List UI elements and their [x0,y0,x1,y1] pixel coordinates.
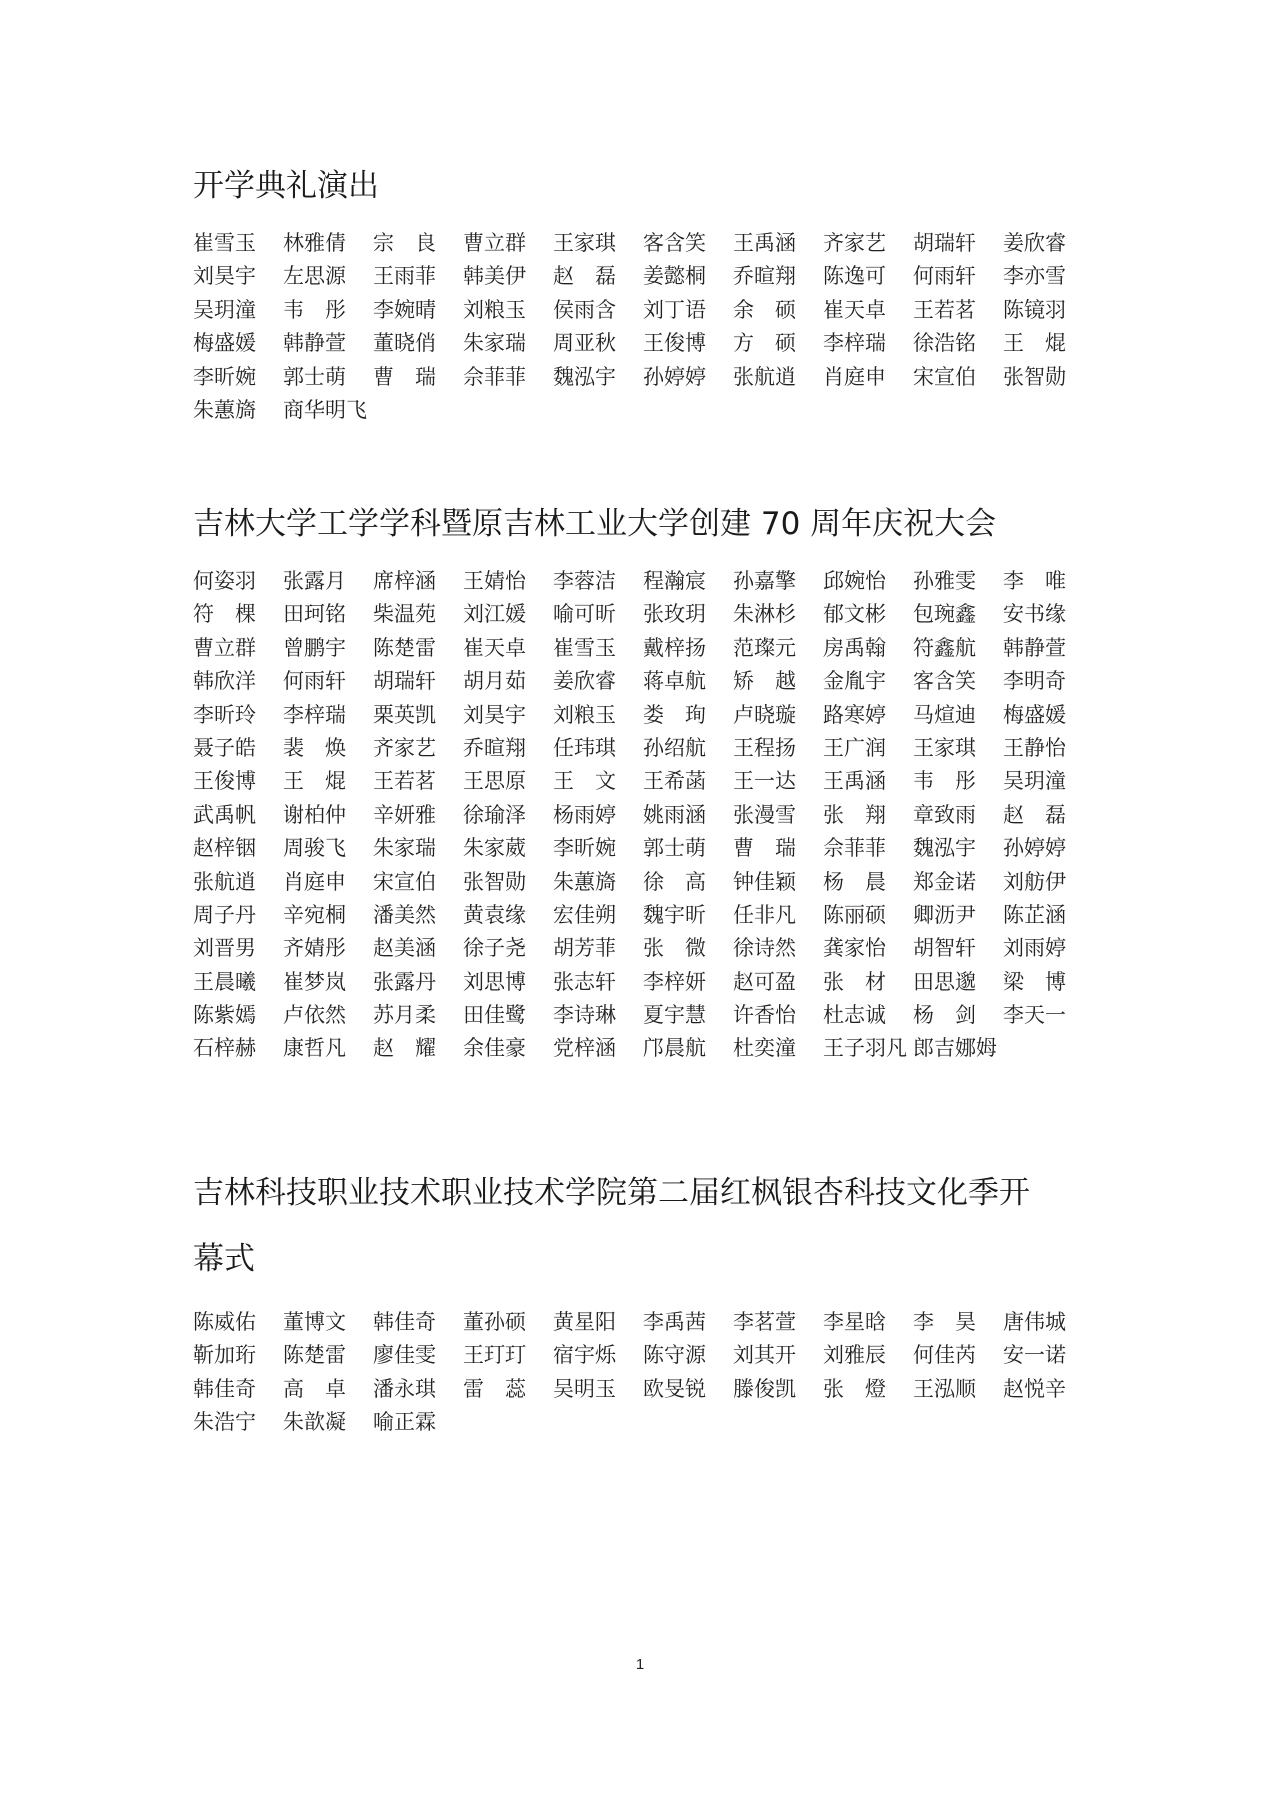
name-item: 潘永琪 [373,1376,436,1401]
name-item: 宋宣伯 [913,364,976,389]
name-item: 崔梦岚 [283,969,346,994]
name-item: 朱蕙旖 [553,869,616,894]
name-item: 董博文 [283,1310,346,1334]
name-item: 李诗琳 [553,1003,616,1028]
name-item: 李 昊 [913,1310,976,1334]
name-item: 李 唯 [1003,569,1066,593]
name-item: 王俊博 [193,769,256,794]
name-item: 张 材 [823,969,886,994]
name-item: 邝晨航 [643,1036,706,1061]
name-item: 章致雨 [913,802,976,827]
name-item: 乔暄翔 [733,264,796,289]
name-item: 陈芷涵 [1003,902,1066,927]
name-item: 余佳豪 [463,1036,526,1061]
name-item: 赵可盈 [733,969,796,994]
name-item: 董晓俏 [373,331,436,356]
name-item: 包琬鑫 [913,602,976,627]
name-item: 黄星阳 [553,1310,616,1334]
name-item: 张 微 [643,936,706,961]
name-item: 杨 剑 [913,1003,976,1028]
name-item: 王婧怡 [463,569,526,593]
name-item: 赵美涵 [373,936,436,961]
name-item: 李昕玲 [193,702,256,727]
name-item: 林雅倩 [283,231,346,255]
name-item: 李昕婉 [553,836,616,861]
name-item: 曾鹏宇 [283,635,346,660]
name-item: 李昕婉 [193,364,256,389]
name-item: 朱家葳 [463,836,526,861]
name-item: 陈楚雷 [373,635,436,660]
name-item: 程瀚宸 [643,569,706,593]
name-item: 胡智轩 [913,936,976,961]
name-item: 姚雨涵 [643,802,706,827]
name-item: 齐家艺 [823,231,886,255]
name-item: 栗英凯 [373,702,436,727]
name-item: 杨 晨 [823,869,886,894]
name-item: 符鑫航 [913,635,976,660]
name-item: 魏宇昕 [643,902,706,927]
name-item: 苏月柔 [373,1003,436,1028]
name-item: 齐家艺 [373,735,436,760]
name-item: 马煊迪 [913,702,976,727]
name-item: 周骏飞 [283,836,346,861]
name-item: 李天一 [1003,1003,1066,1028]
name-item: 陈紫嫣 [193,1003,256,1028]
name-item: 董孙硕 [463,1310,526,1334]
name-item: 廖佳雯 [373,1343,436,1368]
name-item: 韩静萱 [1003,635,1066,660]
name-item: 陈镜羽 [1003,297,1066,322]
name-item: 刘江媛 [463,602,526,627]
name-item: 张智勋 [463,869,526,894]
name-item: 曹立群 [463,231,526,255]
name-item: 王玎玎 [463,1343,526,1368]
name-item: 房禹翰 [823,635,886,660]
name-item: 刘粮玉 [553,702,616,727]
name-item: 赵 耀 [373,1036,436,1061]
name-item: 刘雨婷 [1003,936,1066,961]
name-item: 喻可昕 [553,602,616,627]
name-item: 王思原 [463,769,526,794]
name-item: 佘菲菲 [463,364,526,389]
name-item: 张航逍 [733,364,796,389]
name-item: 王程扬 [733,735,796,760]
name-item: 左思源 [283,264,346,289]
name-item: 王一达 [733,769,796,794]
name-item: 杜志诚 [823,1003,886,1028]
name-item: 张 燈 [823,1376,886,1401]
name-item: 朱淋杉 [733,602,796,627]
name-item: 肖庭申 [283,869,346,894]
name-item: 梅盛媛 [1003,702,1066,727]
name-item: 郭士萌 [283,364,346,389]
name-item: 许香怡 [733,1003,796,1028]
name-item: 蒋卓航 [643,669,706,694]
name-item: 靳加珩 [193,1343,256,1368]
section-title [193,498,1093,543]
name-item: 胡瑞轩 [373,669,436,694]
name-item: 路寒婷 [823,702,886,727]
name-item: 赵悦辛 [1003,1376,1066,1401]
name-item: 裴 焕 [283,735,346,760]
name-item: 陈守源 [643,1343,706,1368]
name-item: 戴梓扬 [643,635,706,660]
name-item: 李婉晴 [373,297,436,322]
name-item: 何佳芮 [913,1343,976,1368]
name-item: 王若茗 [373,769,436,794]
name-item: 刘思博 [463,969,526,994]
name-item: 刘丁语 [643,297,706,322]
name-item: 张漫雪 [733,802,796,827]
name-item: 聂子皓 [193,735,256,760]
name-item: 李梓瑞 [823,331,886,356]
name-item: 吴玥潼 [1003,769,1066,794]
name-item: 齐婧彤 [283,936,346,961]
name-item: 李亦雪 [1003,264,1066,289]
name-item: 杨雨婷 [553,802,616,827]
name-item: 赵 磊 [553,264,616,289]
name-item: 郭士萌 [643,836,706,861]
name-item: 陈威佑 [193,1310,256,1334]
name-item: 王家琪 [553,231,616,255]
name-item: 刘粮玉 [463,297,526,322]
name-item: 孙婷婷 [643,364,706,389]
name-item: 刘昊宇 [463,702,526,727]
name-list [193,1306,1093,1440]
name-item: 高 卓 [283,1376,346,1401]
name-item: 李梓妍 [643,969,706,994]
name-item: 乔暄翔 [463,735,526,760]
name-item: 王禹涵 [823,769,886,794]
name-item: 赵梓铟 [193,836,256,861]
name-item: 朱歆凝 [283,1410,346,1435]
name-item: 郁文彬 [823,602,886,627]
name-item: 赵 磊 [1003,802,1066,827]
name-item: 张 翔 [823,802,886,827]
name-item: 韦 彤 [913,769,976,794]
name-item: 田思邈 [913,969,976,994]
name-item: 夏宇慧 [643,1003,706,1028]
name-item: 张志轩 [553,969,616,994]
name-item: 刘晋男 [193,936,256,961]
name-item: 王泓顺 [913,1376,976,1401]
section-title [193,1160,1093,1292]
name-item: 崔雪玉 [193,231,256,255]
name-item: 王希菡 [643,769,706,794]
name-item: 王 焜 [283,769,346,794]
name-item: 曹 瑞 [733,836,796,861]
name-item: 客含笑 [643,231,706,255]
name-item: 安一诺 [1003,1343,1066,1368]
section-tech-culture-season [193,1160,1093,1440]
name-item: 胡瑞轩 [913,231,976,255]
name-item: 胡月茹 [463,669,526,694]
name-item: 徐浩铭 [913,331,976,356]
name-item: 姜欣睿 [553,669,616,694]
name-item: 朱浩宁 [193,1410,256,1435]
name-item: 王禹涵 [733,231,796,255]
name-item: 雷 蕊 [463,1376,526,1401]
name-item: 辛妍雅 [373,802,436,827]
name-item: 方 硕 [733,331,796,356]
name-item: 龚家怡 [823,936,886,961]
name-item: 陈丽硕 [823,902,886,927]
name-item: 韩佳奇 [373,1310,436,1334]
name-item: 崔天卓 [463,635,526,660]
name-item: 王 文 [553,769,616,794]
name-item: 柴温苑 [373,602,436,627]
name-item: 韩美伊 [463,264,526,289]
name-item: 郎吉娜姆 [913,1036,997,1061]
name-item: 孙嘉擎 [733,569,796,593]
name-item: 武禹帆 [193,802,256,827]
name-item: 王俊博 [643,331,706,356]
name-item: 王子羽凡 [823,1036,907,1061]
name-item: 崔天卓 [823,297,886,322]
section-opening-ceremony [193,160,1093,427]
name-item: 徐诗然 [733,936,796,961]
name-item: 朱蕙旖 [193,397,256,422]
name-item: 朱家瑞 [373,836,436,861]
name-item: 石梓赫 [193,1036,256,1061]
name-item: 刘其开 [733,1343,796,1368]
section-title-continued: 幕式 [193,1241,255,1277]
name-item: 客含笑 [913,669,976,694]
name-item: 曹 瑞 [373,364,436,389]
name-list [193,565,1093,1066]
name-item: 王雨菲 [373,264,436,289]
name-item: 魏泓宇 [913,836,976,861]
name-item: 孙绍航 [643,735,706,760]
name-item: 金胤宇 [823,669,886,694]
name-item: 李禹茜 [643,1310,706,1334]
name-item: 安书缘 [1003,602,1066,627]
name-item: 何姿羽 [193,569,256,593]
name-item: 张露丹 [373,969,436,994]
section-jlu-anniversary [193,498,1093,1066]
name-item: 韦 彤 [283,297,346,322]
name-item: 韩静萱 [283,331,346,356]
name-item: 梁 博 [1003,969,1066,994]
name-item: 康哲凡 [283,1036,346,1061]
name-item: 徐 高 [643,869,706,894]
name-item: 卢依然 [283,1003,346,1028]
name-item: 陈楚雷 [283,1343,346,1368]
name-item: 商华明飞 [283,397,367,422]
name-item: 朱家瑞 [463,331,526,356]
name-item: 侯雨含 [553,297,616,322]
name-item: 滕俊凯 [733,1376,796,1401]
name-item: 胡芳菲 [553,936,616,961]
name-item: 宏佳朔 [553,902,616,927]
name-item: 刘舫伊 [1003,869,1066,894]
name-item: 周亚秋 [553,331,616,356]
name-item: 张航逍 [193,869,256,894]
name-item: 韩佳奇 [193,1376,256,1401]
name-item: 符 棵 [193,602,256,627]
name-item: 张智勋 [1003,364,1066,389]
name-item: 辛宛桐 [283,902,346,927]
name-item: 喻正霖 [373,1410,436,1435]
name-item: 李星晗 [823,1310,886,1334]
name-item: 卿沥尹 [913,902,976,927]
name-item: 王静怡 [1003,735,1066,760]
name-item: 王若茗 [913,297,976,322]
name-item: 唐伟城 [1003,1310,1066,1334]
name-item: 席梓涵 [373,569,436,593]
name-item: 梅盛媛 [193,331,256,356]
section-title-text: 开学典礼演出 [193,168,379,204]
name-item: 宿宇烁 [553,1343,616,1368]
name-item: 欧旻锐 [643,1376,706,1401]
name-item: 王 焜 [1003,331,1066,356]
name-item: 崔雪玉 [553,635,616,660]
name-item: 陈逸可 [823,264,886,289]
name-item: 任非凡 [733,902,796,927]
name-item: 王家琪 [913,735,976,760]
page-number: 1 [635,1656,645,1673]
name-item: 矫 越 [733,669,796,694]
name-item: 党梓涵 [553,1036,616,1061]
name-item: 何雨轩 [283,669,346,694]
name-item: 刘昊宇 [193,264,256,289]
name-item: 吴玥潼 [193,297,256,322]
name-item: 周子丹 [193,902,256,927]
name-item: 李明奇 [1003,669,1066,694]
name-item: 杜奕潼 [733,1036,796,1061]
name-item: 王广润 [823,735,886,760]
name-item: 田珂铭 [283,602,346,627]
name-item: 徐子尧 [463,936,526,961]
name-item: 韩欣洋 [193,669,256,694]
section-title-text: 吉林大学工学学科暨原吉林工业大学创建 70 周年庆祝大会 [193,506,997,542]
name-item: 邱婉怡 [823,569,886,593]
name-item: 田佳鹭 [463,1003,526,1028]
name-item: 谢柏仲 [283,802,346,827]
name-item: 孙婷婷 [1003,836,1066,861]
name-item: 王晨曦 [193,969,256,994]
name-item: 吴明玉 [553,1376,616,1401]
name-item: 佘菲菲 [823,836,886,861]
name-item: 孙雅雯 [913,569,976,593]
name-item: 姜欣睿 [1003,231,1066,255]
section-title [193,160,1093,205]
name-item: 宗 良 [373,231,436,255]
name-item: 卢晓璇 [733,702,796,727]
name-item: 黄袁缘 [463,902,526,927]
name-item: 肖庭申 [823,364,886,389]
name-item: 李茗萱 [733,1310,796,1334]
name-item: 魏泓宇 [553,364,616,389]
name-item: 曹立群 [193,635,256,660]
name-item: 宋宣伯 [373,869,436,894]
name-item: 张玫玥 [643,602,706,627]
name-item: 余 硕 [733,297,796,322]
section-title-text: 吉林科技职业技术职业技术学院第二届红枫银杏科技文化季开 [193,1175,1030,1211]
name-list [193,227,1093,427]
name-item: 徐瑜泽 [463,802,526,827]
name-item: 张露月 [283,569,346,593]
name-item: 何雨轩 [913,264,976,289]
name-item: 范璨元 [733,635,796,660]
name-item: 刘雅辰 [823,1343,886,1368]
name-item: 钟佳颖 [733,869,796,894]
name-item: 李梓瑞 [283,702,346,727]
name-item: 任玮琪 [553,735,616,760]
name-item: 郑金诺 [913,869,976,894]
name-item: 李蓉洁 [553,569,616,593]
name-item: 潘美然 [373,902,436,927]
name-item: 娄 珣 [643,702,706,727]
name-item: 姜懿桐 [643,264,706,289]
